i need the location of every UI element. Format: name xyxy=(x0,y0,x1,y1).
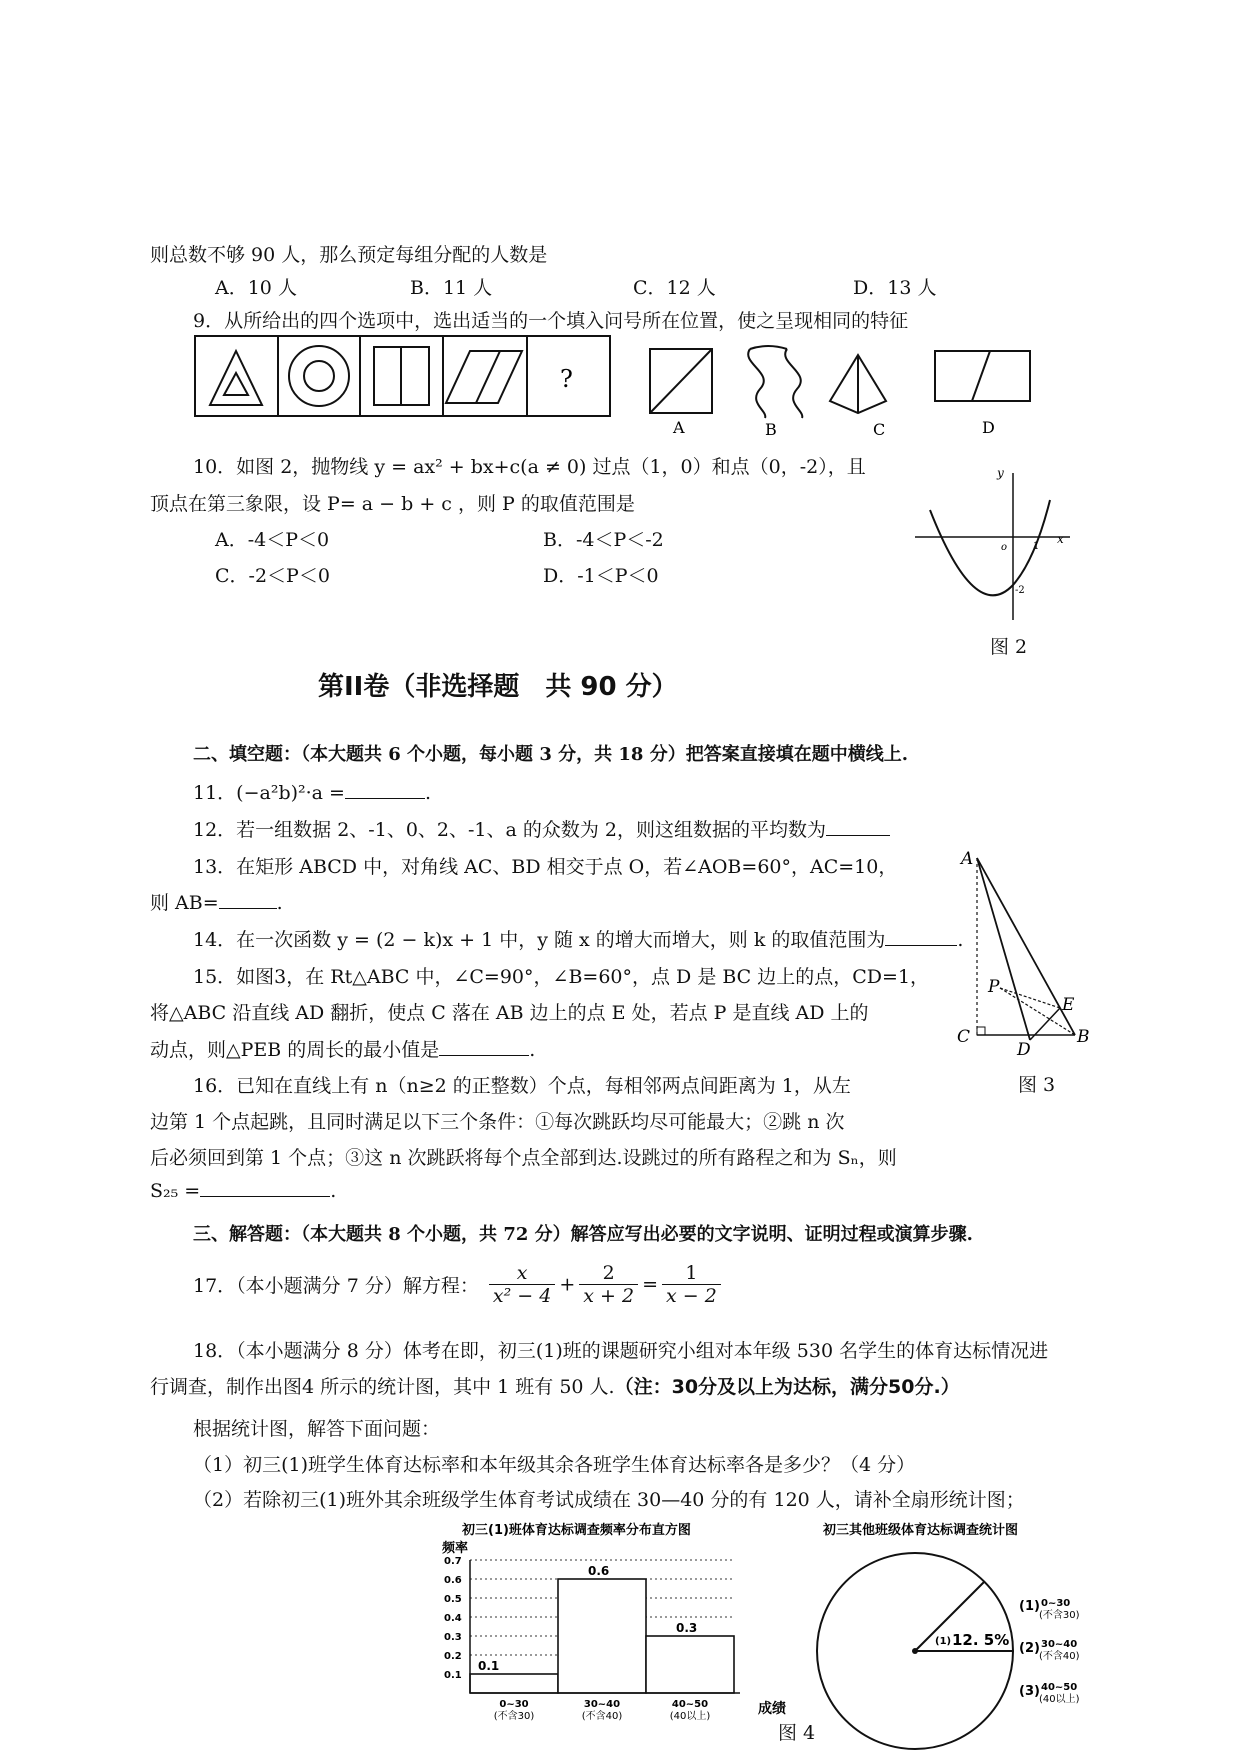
q10-option-a: A．-4＜P＜0 xyxy=(215,529,330,551)
q9-figure xyxy=(190,333,1050,443)
histogram-y-tick-label: 0.1 xyxy=(444,1670,462,1681)
q18-line1: 18．（本小题满分 8 分）体考在即，初三(1)班的课题研究小组对本年级 530 名学生的体育达标情况进 xyxy=(193,1340,1049,1362)
q10-line2: 顶点在第三象限，设 P= a − b + c ，则 P 的取值范围是 xyxy=(150,493,635,515)
q18-line2: 行调查，制作出图4 所示的统计图，其中 1 班有 50 人.（注：30分及以上为达标，满分50分.） xyxy=(150,1376,960,1398)
q13-line2: 则 AB= . xyxy=(150,892,283,914)
q15-answer-blank[interactable] xyxy=(439,1039,529,1056)
histogram-y-tick-label: 0.4 xyxy=(444,1613,462,1624)
svg-text:P: P xyxy=(988,977,1000,997)
histogram-y-tick-label: 0.3 xyxy=(444,1632,462,1643)
option-a-label: A xyxy=(673,418,685,437)
pie-legend-3 xyxy=(1019,1682,1080,1705)
q8-option-c: C．12 人 xyxy=(633,277,716,299)
q18-sub1: （1）初三(1)班学生体育达标率和本年级其余各班学生体育达标率各是多少？（4 分） xyxy=(193,1454,916,1476)
parabola-figure xyxy=(905,465,1085,625)
svg-text:(不含30): (不含30) xyxy=(1039,1610,1080,1621)
q8-option-b: B．11 人 xyxy=(410,277,493,299)
option-d-rectangle-slash-icon xyxy=(935,351,1030,401)
q17-fraction-3: $\frac{1}{x - 2}$ xyxy=(662,1262,721,1307)
svg-text:(40以上): (40以上) xyxy=(1039,1694,1080,1705)
histogram-x-tick-label: 0~30 xyxy=(499,1699,529,1710)
section2-heading: 二、填空题：（本大题共 6 个小题，每小题 3 分，共 18 分）把答案直接填在题中横线上. xyxy=(193,744,908,765)
svg-text:y: y xyxy=(997,466,1004,480)
svg-text:-2: -2 xyxy=(1015,585,1025,596)
pie-legend-2 xyxy=(1019,1639,1080,1662)
histogram-x-tick-sublabel: (不含40) xyxy=(581,1711,623,1722)
histogram-x-tick-sublabel: (不含30) xyxy=(493,1711,535,1722)
q10-option-d: D．-1＜P＜0 xyxy=(543,565,659,587)
histogram-bar xyxy=(470,1674,558,1693)
histogram-xlabel: 成绩 xyxy=(758,1701,786,1717)
histogram-x-tick-label: 40~50 xyxy=(671,1699,709,1710)
histogram-x-tick-label: 30~40 xyxy=(583,1699,621,1710)
option-d-label: D xyxy=(982,418,995,437)
fig2-caption: 图 2 xyxy=(990,636,1028,658)
option-a-square-diagonal-icon xyxy=(650,349,712,413)
svg-text:o: o xyxy=(1001,542,1008,553)
q12-answer-blank[interactable] xyxy=(826,819,890,836)
histogram-x-labels xyxy=(494,1699,711,1722)
q15-line1: 15．如图3，在 Rt△ABC 中，∠C=90°，∠B=60°，点 D 是 BC 边上的点，CD=1， xyxy=(193,966,930,988)
histogram-x-tick-sublabel: (40以上) xyxy=(669,1711,711,1722)
histogram-bar-value-label: 0.1 xyxy=(478,1659,500,1673)
histogram-y-tick-label: 0.7 xyxy=(444,1556,462,1567)
svg-text:x: x xyxy=(1057,532,1064,546)
q17-fraction-2: $\frac{2}{x + 2}$ xyxy=(579,1262,638,1307)
svg-text:(3): (3) xyxy=(1019,1684,1040,1699)
svg-text:(1): (1) xyxy=(1019,1599,1040,1614)
q11-text: 11．(−a²b)²·a = xyxy=(193,782,345,804)
q13-line1: 13．在矩形 ABCD 中，对角线 AC、BD 相交于点 O，若∠AOB=60°，AC=10， xyxy=(193,856,898,878)
q10-option-b: B．-4＜P＜-2 xyxy=(543,529,664,551)
pie-legend-1 xyxy=(1019,1598,1080,1621)
q18-note: （注：30分及以上为达标，满分50分.） xyxy=(614,1376,960,1398)
q15-line2: 将△ABC 沿直线 AD 翻折，使点 C 落在 AB 边上的点 E 处，若点 P 是直线 AD 上的 xyxy=(150,1002,869,1024)
q8-option-d: D．13 人 xyxy=(853,277,937,299)
q11: 11．(−a²b)²·a = . xyxy=(193,782,432,804)
histogram-bars xyxy=(470,1564,734,1693)
histogram-y-tick-label: 0.6 xyxy=(444,1575,462,1586)
concentric-circles-icon xyxy=(289,346,349,406)
option-b-label: B xyxy=(765,420,777,439)
svg-text:C: C xyxy=(957,1027,971,1047)
fig4-caption: 图 4 xyxy=(778,1722,816,1744)
q14: 14．在一次函数 y = (2 − k)x + 1 中，y 随 x 的增大而增大，则 k 的取值范围为 . xyxy=(193,929,964,951)
svg-text:1: 1 xyxy=(1033,541,1040,552)
q14-text: 14．在一次函数 y = (2 − k)x + 1 中，y 随 x 的增大而增大，则 k 的取值范围为 xyxy=(193,929,886,951)
pie-slice-label: (1) xyxy=(935,1636,952,1647)
svg-text:40~50: 40~50 xyxy=(1041,1682,1078,1693)
section3-heading: 三、解答题：（本大题共 8 个小题，共 72 分）解答应写出必要的文字说明、证明过程或演算步骤. xyxy=(193,1224,973,1245)
svg-text:E: E xyxy=(1062,995,1075,1015)
histogram-bar xyxy=(558,1579,646,1693)
q8-option-a: A．10 人 xyxy=(215,277,297,299)
pie-title: 初三其他班级体育达标调查统计图 xyxy=(823,1523,1019,1538)
q11-answer-blank[interactable] xyxy=(345,782,425,799)
q16-line1: 16．已知在直线上有 n（n≥2 的正整数）个点，每相邻两点间距离为 1，从左 xyxy=(193,1075,851,1097)
histogram-bar-value-label: 0.6 xyxy=(588,1564,610,1578)
svg-text:(不含40): (不含40) xyxy=(1039,1651,1080,1662)
svg-text:(2): (2) xyxy=(1019,1641,1040,1656)
option-b-wave-shape-icon xyxy=(748,346,802,418)
svg-text:0~30: 0~30 xyxy=(1041,1598,1071,1609)
q10-option-c: C．-2＜P＜0 xyxy=(215,565,330,587)
triangle-in-triangle-icon xyxy=(210,351,262,405)
q13-answer-blank[interactable] xyxy=(219,892,277,909)
q16-answer-blank[interactable] xyxy=(200,1180,330,1197)
q18-line3: 根据统计图，解答下面问题： xyxy=(193,1418,441,1440)
q16-line3: 后必须回到第 1 个点；③这 n 次跳跃将每个点全部到达.设跳过的所有路程之和为 Sₙ，则 xyxy=(150,1147,897,1169)
q16-line2: 边第 1 个点起跳，且同时满足以下三个条件：①每次跳跃均尽可能最大；②跳 n 次 xyxy=(150,1111,845,1133)
triangle-fold-figure xyxy=(955,840,1095,1060)
part2-title: 第II卷（非选择题 共 90 分） xyxy=(318,672,678,702)
q17: 17．（本小题满分 7 分）解方程： $\frac{x}{\text{x² − 4}}$ + $\frac{2}{x + 2}$ = $\frac{1}{x - 2}$ xyxy=(193,1262,725,1307)
histogram-chart xyxy=(440,1520,800,1730)
q12 xyxy=(193,815,890,842)
split-rectangle-icon xyxy=(374,347,429,405)
q10-line1: 10．如图 2，抛物线 y = ax² + bx+c(a ≠ 0) 过点（1，0）和点（0，-2），且 xyxy=(193,456,866,478)
q12-text: 12．若一组数据 2、-1、0、2、-1、a 的众数为 2，则这组数据的平均数为 xyxy=(193,819,826,841)
histogram-y-ticks xyxy=(444,1556,462,1681)
pie-center xyxy=(912,1648,918,1654)
parallelogram-icon xyxy=(446,351,522,403)
q16-line4: S₂₅ = . xyxy=(150,1180,337,1202)
fig3-caption: 图 3 xyxy=(1018,1074,1056,1096)
option-c-kite-icon xyxy=(830,355,886,413)
histogram-ylabel: 频率 xyxy=(442,1541,469,1556)
option-c-label: C xyxy=(873,420,886,439)
q17-prefix: 17．（本小题满分 7 分）解方程： xyxy=(193,1275,479,1297)
histogram-y-tick-label: 0.2 xyxy=(444,1651,462,1662)
q18-sub2: （2）若除初三(1)班外其余班级学生体育考试成绩在 30—40 分的有 120 人，请补全扇形统计图； xyxy=(193,1489,1025,1511)
histogram-bar-value-label: 0.3 xyxy=(676,1621,698,1635)
q15-line3: 动点，则△PEB 的周长的最小值是 . xyxy=(150,1039,536,1061)
histogram-title: 初三(1)班体育达标调查频率分布直方图 xyxy=(462,1523,691,1538)
histogram-y-tick-label: 0.5 xyxy=(444,1594,462,1605)
question-mark: ? xyxy=(560,365,573,393)
pie-chart xyxy=(815,1520,1115,1754)
svg-text:B: B xyxy=(1077,1027,1090,1047)
svg-text:30~40: 30~40 xyxy=(1041,1639,1078,1650)
q17-fraction-1: $\frac{x}{\text{x² − 4}}$ xyxy=(489,1262,555,1307)
q9-text: 9．从所给出的四个选项中，选出适当的一个填入问号所在位置，使之呈现相同的特征 xyxy=(193,310,909,332)
svg-text:D: D xyxy=(1017,1040,1031,1060)
svg-text:A: A xyxy=(961,849,974,869)
q14-answer-blank[interactable] xyxy=(885,929,957,946)
q8-line: 则总数不够 90 人，那么预定每组分配的人数是 xyxy=(150,244,548,266)
histogram-bar xyxy=(646,1636,734,1693)
pie-slice-value: 12. 5% xyxy=(952,1631,1010,1649)
